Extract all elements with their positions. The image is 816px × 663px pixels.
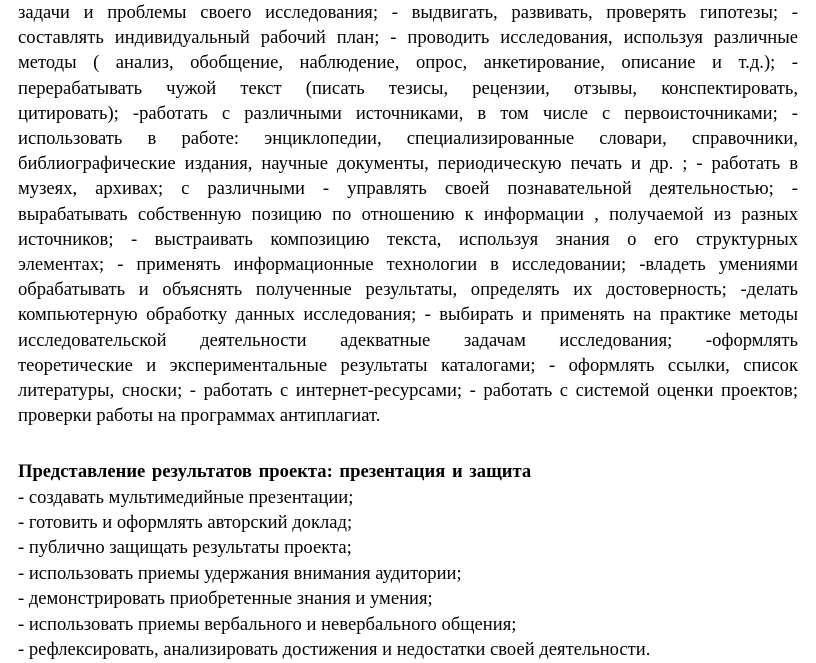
text-line: библиографические издания, научные документы, периодическую печать и др. ; - работать в [18,153,798,175]
text-line-last: проверки работы на программах антиплагиат. [18,405,381,427]
list-item: - готовить и оформлять авторский доклад; [18,512,353,534]
text-line: методы ( анализ, обобщение, наблюдение, опрос, анкетирование, описание и т.д.); - [18,52,798,74]
section-heading: Представление результатов проекта: презентация и защита [18,461,532,483]
text-line: источников; - выстраивать композицию текста, используя знания о его структурных [18,228,798,250]
text-line: перерабатывать чужой текст (писать тезисы, рецензии, отзывы, конспектировать, [18,77,798,99]
list-item: - публично защищать результаты проекта; [18,537,352,559]
text-line: исследовательской деятельности адекватные задачам исследования; -оформлять [18,329,798,351]
text-line: литературы, сноски; - работать с интернет-ресурсами; - работать с системой оценки проектов; [18,380,798,402]
text-line: теоретические и экспериментальные результаты каталогами; - оформлять ссылки, список [18,354,798,376]
skills-list [18,485,798,663]
text-line: составлять индивидуальный рабочий план; - проводить исследования, используя различные [18,27,798,49]
text-line: цитировать); -работать с различными источниками, в том числе с первоисточниками; - [18,102,798,124]
list-item: - создавать мультимедийные презентации; [18,486,354,508]
text-line: вырабатывать собственную позицию по отношению к информации , получаемой из разных [18,203,798,225]
list-item: - демонстрировать приобретенные знания и умения; [18,588,433,610]
list-item: - использовать приемы удержания внимания аудитории; [18,562,462,584]
document-page [18,0,798,663]
text-line: использовать в работе: энциклопедии, специализированные словари, справочники, [18,128,798,150]
text-line: компьютерную обработку данных исследования; - выбирать и применять на практике методы [18,304,798,326]
text-line: обрабатывать и объяснять полученные результаты, определять их достоверность; -делать [18,279,798,301]
blank-line [18,428,798,459]
text-line: элементах; - применять информационные технологии в исследовании; -владеть умениями [18,254,798,276]
text-line: задачи и проблемы своего исследования; - выдвигать, развивать, проверять гипотезы; - [18,2,798,23]
text-line: музеях, архивах; с различными - управлять своей познавательной деятельностью; - [18,178,798,200]
list-item: - использовать приемы вербального и невербального общения; [18,613,517,635]
body-paragraph [18,0,798,428]
list-item: - рефлексировать, анализировать достижения и недостатки своей деятельности. [18,639,651,661]
